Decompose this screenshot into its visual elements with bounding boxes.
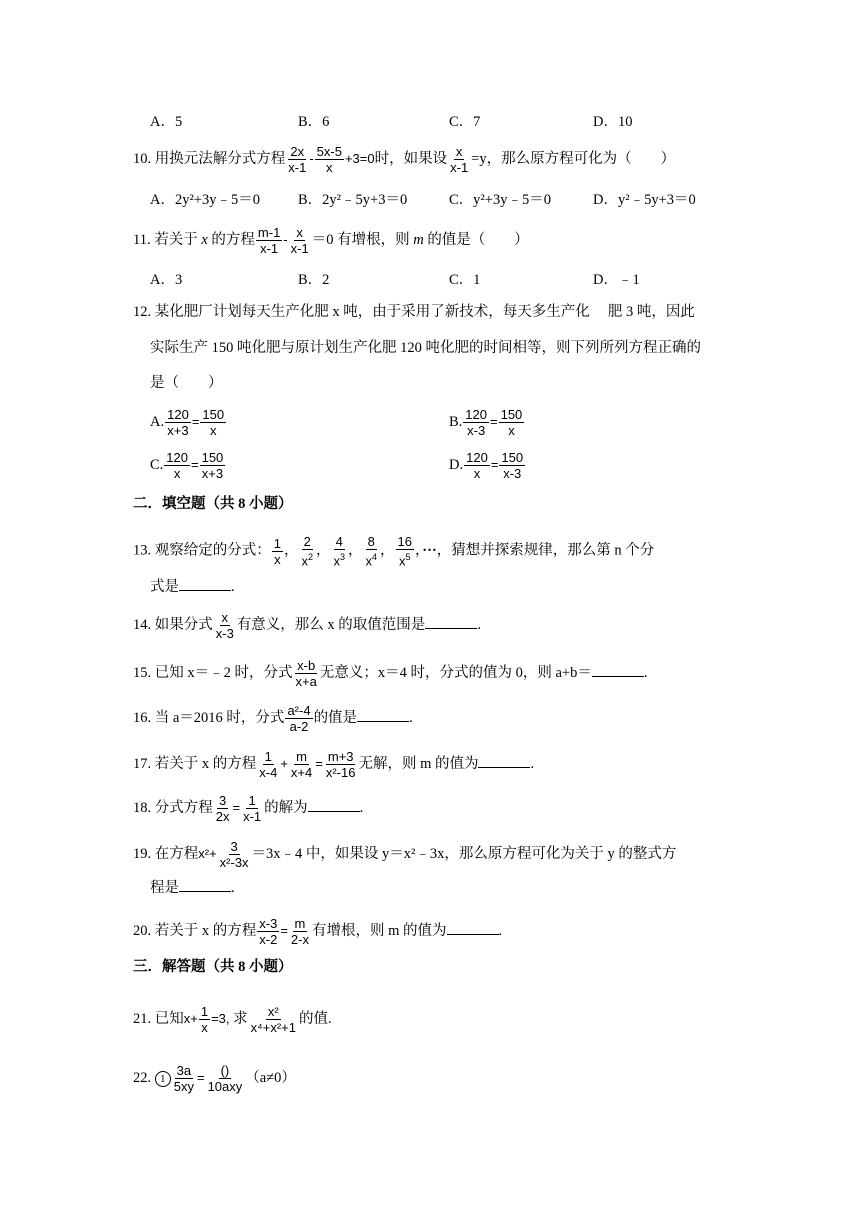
question-19: 19. 在方程x²+ $\frac{3}{\text{x²-3x}}$ ＝3x﹣4 中，如果设 y＝x²﹣3x，那么原方程可化为关于 y 的整式方 — [133, 839, 677, 870]
question-17: 17. 若关于 x 的方程 $\frac{1}{x-4}$ + $\frac{m}{x+4}$ = $\frac{m+3}{\text{x²-16}}$ 无解，则 m 的值为 . — [133, 749, 535, 780]
option-d: D．y²﹣5y+3＝0 — [593, 192, 696, 208]
section-heading: 二．填空题（共 8 小题） — [133, 496, 293, 512]
circled-number: 1 — [155, 1071, 171, 1087]
option-c: C．7 — [449, 114, 481, 130]
option-a: A. $\frac{120}{x+3}$ = $\frac{150}{x}$ — [150, 407, 225, 439]
question-21: 21. 已知x+ $\frac{1}{x}$ =3, 求 $\frac{\text{x²}}{\text{x⁴+x²+1}}$ 的值. — [133, 1004, 332, 1035]
option-b: B．6 — [298, 114, 330, 130]
question-15: 15. 已知 x＝﹣2 时，分式 $\frac{x-b}{x+a}$ 无意义；x＝4 时，分式的值为 0，则 a+b＝ . — [133, 658, 648, 689]
question-16: 16. 当 a＝2016 时，分式 $\frac{\text{a²-4}}{a-2}$ 的值是 . — [133, 703, 413, 734]
question-13: 13. 观察给定的分式： $\frac{1}{x}$ ， $\frac{2}{x^2}$ ， $\frac{4}{x^3}$ ， $\frac{8}{x^4}$ ， $\frac{16}{x^5}$ ，···，猜想并探索规律，那么第 n 个分 — [133, 534, 655, 569]
answer-blank[interactable] — [592, 662, 644, 677]
option-c: C. $\frac{120}{x}$ = $\frac{150}{x+3}$ — [150, 450, 224, 482]
option-b: B．2y²﹣5y+3＝0 — [298, 192, 408, 208]
option-c: C．y²+3y﹣5＝0 — [449, 192, 551, 208]
question-22: 22. 1 $\frac{3a}{5xy}$ = $\frac{()}{\text{10axy}}$ （a≠0） — [133, 1063, 296, 1094]
option-b: B．2 — [298, 272, 330, 288]
option-a: A．3 — [150, 272, 183, 288]
option-a: A．5 — [150, 114, 183, 130]
question-14: 14. 如果分式 $\frac{x}{x-3}$ 有意义，那么 x 的取值范围是 . — [133, 610, 481, 641]
option-c: C．1 — [449, 272, 481, 288]
answer-blank[interactable] — [179, 877, 231, 892]
question-19-line2: 程是 . — [150, 877, 235, 898]
question-10: 10. 用换元法解分式方程 $\frac{2x}{x-1}$ - $\frac{5x-5}{x}$ +3=0时，如果设 $\frac{x}{x-1}$ =y，那么原方程可化为（ ） — [133, 144, 676, 175]
answer-blank[interactable] — [425, 614, 477, 629]
question-12-line1: 12. 某化肥厂计划每天生产化肥 x 吨，由于采用了新技术，每天多生产化 肥 3 吨，因此 — [133, 304, 695, 320]
option-d: D. $\frac{120}{x}$ = $\frac{150}{x-3}$ — [449, 450, 524, 482]
section-heading: 三．解答题（共 8 小题） — [133, 959, 293, 975]
question-13-line2: 式是 . — [150, 576, 235, 597]
option-b: B. $\frac{120}{x-3}$ = $\frac{150}{x}$ — [449, 407, 523, 439]
answer-blank[interactable] — [447, 920, 499, 935]
question-18: 18. 分式方程 $\frac{3}{2x}$ = $\frac{1}{x-1}$ 的解为 . — [133, 793, 364, 824]
answer-blank[interactable] — [308, 797, 360, 812]
question-20: 20. 若关于 x 的方程 $\frac{x-3}{x-2}$ = $\frac{m}{2-x}$ 有增根，则 m 的值为 . — [133, 916, 503, 947]
question-12-line3: 是（ ） — [150, 375, 223, 391]
option-d: D．10 — [593, 114, 633, 130]
question-11: 11. 若关于 x 的方程 $\frac{m-1}{x-1}$ - $\frac{x}{x-1}$ ＝0 有增根，则 m 的值是（ ） — [133, 225, 529, 256]
answer-blank[interactable] — [179, 576, 231, 591]
option-a: A．2y²+3y﹣5＝0 — [150, 192, 260, 208]
answer-blank[interactable] — [478, 753, 530, 768]
option-d: D．﹣1 — [593, 272, 640, 288]
question-12-line2: 实际生产 150 吨化肥与原计划生产化肥 120 吨化肥的时间相等，则下列所列方程正确的 — [150, 340, 701, 356]
answer-blank[interactable] — [357, 707, 409, 722]
